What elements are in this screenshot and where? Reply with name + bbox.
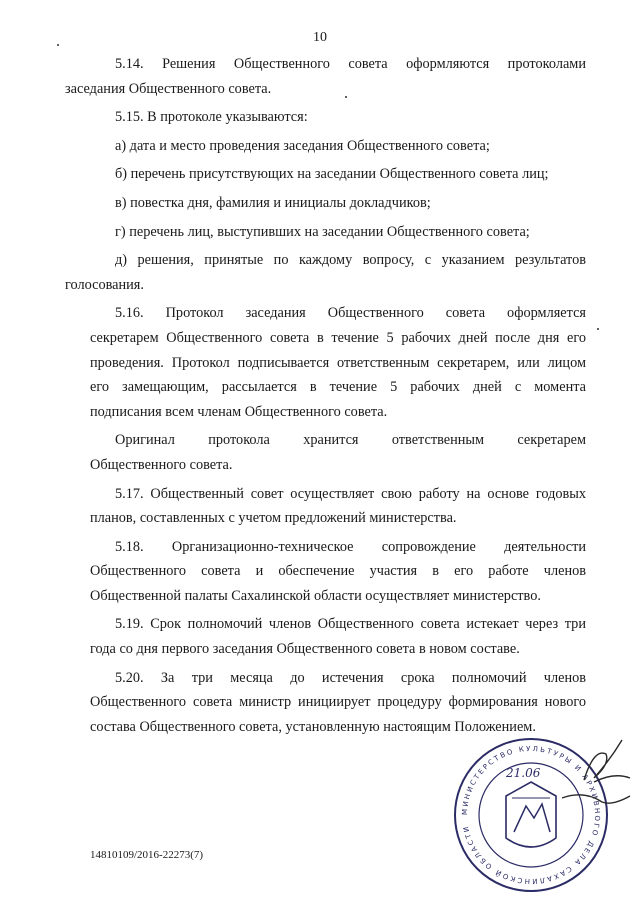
paragraph-5-16 bbox=[90, 301, 586, 424]
text-line: секретарем Общественного совета в течение 5 рабочих дней после дня его bbox=[90, 329, 586, 346]
paragraph-5-18 bbox=[90, 535, 586, 609]
text-line: Оригинал протокола хранится ответственным секретарем bbox=[115, 432, 586, 449]
text-line: Общественного совета и обеспечение участия в его работе членов bbox=[90, 563, 586, 580]
seal-ring-text: МИНИСТЕРСТВО КУЛЬТУРЫ И АРХИВНОГО ДЕЛА САХАЛИНСКОЙ ОБЛАСТИ bbox=[460, 744, 602, 886]
list-item-g bbox=[90, 220, 586, 245]
text-line: заседания Общественного совета. bbox=[65, 80, 272, 97]
text-line: 5.17. Общественный совет осуществляет свою работу на основе годовых bbox=[115, 485, 586, 502]
scan-speck bbox=[57, 44, 59, 46]
seal-graphic bbox=[455, 739, 607, 891]
text-line: проведения. Протокол подписывается ответственным секретарем, или лицом bbox=[90, 354, 586, 371]
scan-speck bbox=[345, 96, 347, 98]
text-line: б) перечень присутствующих на заседании Общественного совета лиц; bbox=[115, 166, 549, 183]
seal-date: 21.06 bbox=[506, 766, 541, 780]
official-seal-stamp bbox=[434, 720, 634, 895]
text-line: г) перечень лиц, выступивших на заседании Общественного совета; bbox=[115, 223, 530, 240]
text-line: Общественного совета министр инициирует процедуру формирования нового bbox=[90, 694, 586, 711]
scan-speck bbox=[597, 328, 599, 330]
page-number: 10 bbox=[313, 30, 327, 45]
paragraph-5-19 bbox=[90, 612, 586, 661]
text-line: 5.18. Организационно-техническое сопровождение деятельности bbox=[115, 538, 586, 555]
text-line: года со дня первого заседания Общественного совета в новом составе. bbox=[90, 641, 520, 658]
text-line: Общественной палаты Сахалинской области осуществляет министерство. bbox=[90, 587, 541, 604]
text-line: планов, составленных с учетом предложений министерства. bbox=[90, 510, 457, 527]
paragraph-5-14 bbox=[65, 52, 586, 101]
text-line: д) решения, принятые по каждому вопросу, с указанием результатов bbox=[115, 252, 586, 269]
text-line: Общественного совета. bbox=[90, 456, 233, 473]
text-line: 5.15. В протоколе указываются: bbox=[115, 109, 308, 126]
text-line: подписания всем членам Общественного совета. bbox=[90, 403, 388, 420]
text-line: в) повестка дня, фамилия и инициалы докладчиков; bbox=[115, 194, 431, 211]
list-item-b bbox=[90, 162, 586, 187]
text-line: 5.14. Решения Общественного совета оформляются протоколами bbox=[115, 56, 586, 72]
list-item-d bbox=[65, 248, 586, 297]
text-line: его замещающим, рассылается в течение 5 рабочих дней с момента bbox=[90, 379, 586, 396]
document-footer-code: 14810109/2016-22273(7) bbox=[90, 849, 204, 861]
paragraph-5-15 bbox=[90, 105, 586, 130]
list-item-v bbox=[90, 191, 586, 216]
text-line: голосования. bbox=[65, 276, 144, 293]
list-item-a bbox=[90, 134, 586, 159]
paragraph-5-17 bbox=[90, 482, 586, 531]
paragraph-original bbox=[90, 428, 586, 477]
document-body bbox=[65, 52, 586, 739]
text-line: а) дата и место проведения заседания Общественного совета; bbox=[115, 137, 490, 154]
text-line: состава Общественного совета, установленную настоящим Положением. bbox=[90, 718, 536, 735]
text-line: 5.19. Срок полномочий членов Общественного совета истекает через три bbox=[115, 616, 586, 633]
text-line: 5.20. За три месяца до истечения срока полномочий членов bbox=[115, 669, 586, 686]
text-line: 5.16. Протокол заседания Общественного совета оформляется bbox=[115, 305, 586, 322]
